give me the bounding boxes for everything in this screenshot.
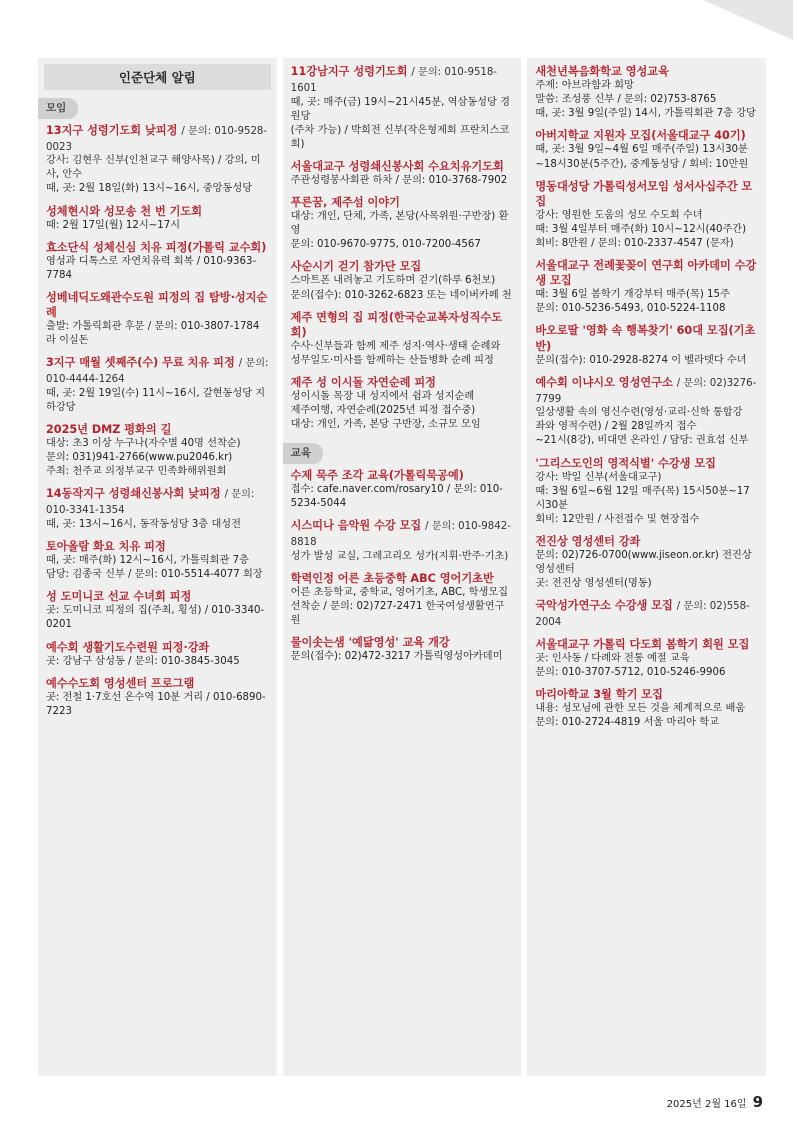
notice-line: 곳: 전진상 영성센터(명동) <box>535 578 652 590</box>
notice-entry <box>38 422 277 479</box>
notice-line: 영성과 디톡스로 자연치유력 회복 / 010-9363-7784 <box>46 255 257 281</box>
notice-line: 일상생활 속의 영신수련(영성·교리·신학 통합강 <box>535 407 743 419</box>
notice-entry <box>527 323 766 367</box>
notice-entry <box>283 518 522 564</box>
notice-title-text: 효소단식 성체신심 치유 피정(가톨릭 교수회) <box>46 240 267 254</box>
notice-title <box>291 375 514 390</box>
notice-title-text: 새천년복음화학교 영성교육 <box>535 65 669 78</box>
notice-title <box>535 64 758 79</box>
notice-title <box>46 589 269 604</box>
notice-entry <box>38 486 277 532</box>
notice-title <box>46 123 269 155</box>
notice-line: 성이시돌 목장 내 성지에서 쉼과 성지순례 <box>290 391 475 403</box>
notice-title <box>46 640 269 655</box>
notice-entry <box>527 258 766 316</box>
notice-entry <box>38 676 277 719</box>
notice-entry <box>283 159 522 188</box>
column-2-education-entries <box>283 468 522 664</box>
notice-title-text: 예수회 이냐시오 영성연구소 <box>535 375 673 389</box>
notice-entry <box>527 687 766 730</box>
notice-contact: / 문의: 010-9842-8818 <box>290 521 511 548</box>
notice-title-text: 바오로딸 '영화 속 행복찾기' 60대 모집(기초반) <box>535 324 756 353</box>
column-3-entries <box>527 64 766 730</box>
notice-title <box>535 598 758 630</box>
notice-line: 출발: 가톨릭회관 후문 / 문의: 010-3807-1784 라 이실돈 <box>46 321 260 347</box>
notice-line: 문의: 02)726-0700(www.jiseon.or.kr) 전진상영성센터 <box>535 550 752 576</box>
notice-entry <box>527 64 766 121</box>
notice-line: 문의: 010-9670-9775, 010-7200-4567 <box>290 239 481 251</box>
notice-contact: / 문의: 02)3276-7799 <box>535 377 757 405</box>
notice-line: 곳: 도미니코 피정의 집(주최, 횡성) / 010-3340-0201 <box>46 605 265 631</box>
notice-line: 주제: 아브라함과 희망 <box>535 80 634 92</box>
notice-title-text: 서울대교구 전례꽃꽂이 연구회 아카데미 수강생 모집 <box>535 259 757 288</box>
notice-entry <box>38 240 277 283</box>
notice-line: 때, 곳: 매주(화) 12시~16시, 가톨릭회관 7층 <box>46 555 249 567</box>
notice-title <box>46 422 269 437</box>
notice-title <box>535 128 758 143</box>
notice-entry <box>283 259 522 302</box>
notice-title-text: 사순시기 걷기 참가단 모집 <box>290 260 422 274</box>
notice-line: 대상: 개인, 단체, 가족, 본당(사목위원·구반장) 환영 <box>290 211 509 237</box>
notice-line: 수사·신부들과 함께 제주 성지·역사·생태 순례와 <box>290 340 501 352</box>
notice-title <box>535 534 758 549</box>
notice-entry <box>283 310 522 368</box>
notice-line: 대상: 개인, 가족, 본당 구반장, 소규모 모임 <box>290 419 481 431</box>
notice-line: 때: 3월 6일~6월 12일 매주(목) 15시50분~17시30분 <box>535 485 750 511</box>
notice-title-text: 학력인정 어른 초등중학 ABC 영어기초반 <box>290 571 494 585</box>
notice-line: ~21시(8강), 비대면 온라인 / 담당: 권효섭 신부 <box>535 435 749 447</box>
notice-line: 회비: 12만원 / 사전접수 및 현장접수 <box>535 513 700 525</box>
notice-line: 문의(접수): 010-3262-6823 또는 네이버카페 천 <box>290 289 512 301</box>
notice-title-text: 예수회 생활기도수련원 피정·강좌 <box>46 640 210 654</box>
notice-title <box>535 258 758 288</box>
notice-entry <box>283 635 522 664</box>
notice-entry <box>527 375 766 449</box>
page-number: 9 <box>752 1093 763 1111</box>
notice-title-text: '그리스도인의 영적식별' 수강생 모집 <box>535 456 716 470</box>
notice-title-text: 물이솟는샘 '예닮영성' 교육 개강 <box>290 636 450 650</box>
notice-title-text: 전진상 영성센터 강좌 <box>535 534 641 548</box>
notice-entry <box>38 123 277 197</box>
notice-title <box>291 468 514 483</box>
notice-entry <box>283 571 522 628</box>
notice-title-text: 서울대교구 성령쇄신봉사회 수요치유기도회 <box>290 159 504 173</box>
notice-entry <box>38 355 277 415</box>
notice-title-text: 푸른꿈, 제주섬 이야기 <box>290 196 400 210</box>
issue-date: 2025년 2월 16일 <box>666 1099 747 1110</box>
bulletin-page <box>38 58 766 1076</box>
notice-line: 회비: 8만원 / 문의: 010-2337-4547 (문자) <box>535 237 734 249</box>
notice-line: 접수: cafe.naver.com/rosary10 / 문의: 010-5234-5044 <box>290 483 503 510</box>
notice-title <box>46 486 269 518</box>
notice-title-text: 제주 면형의 집 피정(한국순교복자성직수도회) <box>290 310 502 339</box>
notice-line: 곳: 인사동 / 다례와 전통 예절 교육 <box>535 652 690 664</box>
notice-title <box>535 687 758 702</box>
notice-entry <box>38 290 277 348</box>
notice-entry <box>527 637 766 680</box>
notice-title-text: 성 도미니코 선교 수녀회 피정 <box>46 590 192 604</box>
notice-title-text: 3지구 매월 셋째주(수) 무료 치유 피정 <box>46 356 235 370</box>
column-2-entries <box>283 64 522 432</box>
notice-line: 제주여행, 자연순례(2025년 피정 접수중) <box>290 405 476 417</box>
column-3 <box>527 58 766 1076</box>
notice-entry <box>527 534 766 591</box>
notice-title-text: 수제 묵주 조각 교육(가톨릭묵공예) <box>290 468 464 482</box>
notice-line: 문의: 031)941-2766(www.pu2046.kr) <box>46 452 233 464</box>
notice-line: 때, 곳: 2월 18일(화) 13시~16시, 중앙동성당 <box>46 183 253 195</box>
notice-title-text: 11강남지구 성령기도회 <box>290 65 408 78</box>
notice-entry <box>283 468 522 511</box>
notice-entry <box>527 128 766 171</box>
notice-line: 스마트폰 내려놓고 기도하며 걷기(하루 6천보) <box>290 275 496 287</box>
notice-title <box>291 518 514 550</box>
notice-line: 강사: 박일 신부(서울대교구) <box>535 471 662 483</box>
notice-line: 때: 2월 17일(월) 12시~17시 <box>46 219 181 231</box>
notice-title <box>291 259 514 274</box>
page-footer <box>667 1092 763 1113</box>
notice-line: 좌와 영적수련) / 2월 28일까지 접수 <box>535 421 697 433</box>
notice-contact: / 문의: 010-4444-1264 <box>46 358 269 386</box>
section-tab-meeting: 모임 <box>38 98 78 118</box>
notice-title-text: 토아올람 화요 치유 피정 <box>46 539 166 553</box>
notice-title-text: 명동대성당 가톨릭성서모임 성서사십주간 모집 <box>535 179 753 208</box>
notice-contact: / 문의: 010-9528-0023 <box>46 125 268 153</box>
notice-title <box>291 195 514 210</box>
notice-entry <box>283 64 522 152</box>
notice-title <box>535 375 758 407</box>
notice-title <box>535 179 758 209</box>
notice-line: 때: 3월 4일부터 매주(화) 10시~12시(40주간) <box>535 223 747 235</box>
notice-title-text: 시스띠나 음악원 수강 모집 <box>290 519 422 533</box>
notice-line: 문의: 010-5236-5493, 010-5224-1108 <box>535 303 726 315</box>
notice-title-text: 국악성가연구소 수강생 모집 <box>535 599 673 613</box>
notice-title <box>535 456 758 471</box>
notice-title <box>46 240 269 255</box>
notice-line: 주최: 천주교 의정부교구 민족화해위원회 <box>46 466 227 478</box>
notice-line: 문의(접수): 010-2928-8274 이 벨라뎃다 수녀 <box>535 354 747 366</box>
notice-line: 곳: 전철 1·7호선 온수역 10분 거리 / 010-6890-7223 <box>46 691 266 717</box>
notice-line: 때, 곳: 3월 9일~4월 6일 매주(주일) 13시30분 <box>535 144 748 156</box>
notice-entry <box>527 179 766 251</box>
notice-title <box>291 571 514 586</box>
notice-title-text: 2025년 DMZ 평화의 길 <box>46 423 172 437</box>
notice-contact: / 문의: 010-9518-1601 <box>290 67 498 94</box>
notice-title <box>535 323 758 353</box>
section-tab-education: 교육 <box>283 443 323 463</box>
notice-line: 문의: 010-3707-5712, 010-5246-9906 <box>535 666 726 678</box>
notice-entry <box>283 195 522 252</box>
notice-line: 때, 곳: 2월 19일(수) 11시~16시, 갈현동성당 지하강당 <box>46 387 266 413</box>
page-corner-decoration <box>703 0 793 40</box>
notice-title <box>46 676 269 691</box>
notice-line: 때, 곳: 3월 9일(주일) 14시, 가톨릭회관 7층 강당 <box>535 108 756 120</box>
notice-title <box>46 539 269 554</box>
notice-line: 내용: 성모님에 관한 모든 것을 체계적으로 배움 <box>535 703 746 715</box>
notice-title-text: 아버지학교 지원자 모집(서울대교구 40기) <box>535 129 746 143</box>
notice-entry <box>38 589 277 632</box>
notice-entry <box>527 456 766 527</box>
notice-line: 주관성령봉사회관 하차 / 문의: 010-3768-7902 <box>290 174 508 186</box>
notice-title-text: 성베네딕도왜관수도원 피정의 집 탐방·성지순례 <box>46 290 268 320</box>
notice-line: 대상: 초3 이상 누구나(자수별 40명 선착순) <box>46 438 241 450</box>
notice-title <box>291 64 514 96</box>
notice-line: ~18시30분(5주간), 중계동성당 / 회비: 10만원 <box>535 158 749 170</box>
notice-title <box>535 637 758 652</box>
notice-title-text: 제주 성 이시돌 자연순례 피정 <box>290 376 436 390</box>
column-2 <box>283 58 522 1076</box>
notice-line: 곳: 강남구 삼성동 / 문의: 010-3845-3045 <box>46 655 240 667</box>
notice-line: 문의: 010-2724-4819 서울 마리아 학교 <box>535 717 719 729</box>
notice-entry <box>38 204 277 233</box>
notice-title-text: 14동작지구 성령쇄신봉사회 낮피정 <box>46 487 221 501</box>
notice-title-text: 예수수도회 영성센터 프로그램 <box>46 676 195 690</box>
notice-title <box>46 355 269 387</box>
page-title: 인준단체 알림 <box>44 64 271 90</box>
column-1-entries <box>38 123 277 719</box>
notice-title-text: 마리아학교 3월 학기 모집 <box>535 688 663 702</box>
notice-entry <box>38 640 277 669</box>
notice-title <box>46 204 269 219</box>
notice-line: 담당: 김종국 신부 / 문의: 010-5514-4077 회장 <box>46 569 263 581</box>
notice-entry <box>38 539 277 582</box>
notice-contact: / 문의: 010-3341-1354 <box>46 489 255 517</box>
notice-line: (주차 가능) / 박희전 신부(작은형제회 프란치스코회) <box>290 124 510 150</box>
notice-title-text: 13지구 성령기도회 낮피정 <box>46 123 178 137</box>
notice-line: 말씀: 조성풍 신부 / 문의: 02)753-8765 <box>535 94 717 106</box>
notice-line: 어른 초등학교, 중학교, 영어기초, ABC, 학생모집 <box>290 586 509 598</box>
notice-line: 성무일도·미사를 함께하는 산들병화 순례 피정 <box>290 354 494 366</box>
notice-line: 때, 곳: 매주(금) 19시~21시45분, 역삼동성당 경원당 <box>290 96 510 122</box>
notice-entry <box>283 375 522 432</box>
notice-title <box>291 310 514 340</box>
notice-title <box>291 159 514 174</box>
notice-line: 성가 발성 교실, 그레고리오 성가(지휘·반주·기초) <box>290 550 509 562</box>
notice-contact: / 문의: 02)558-2004 <box>535 601 750 629</box>
notice-line: 때: 3월 6일 봄학기 개강부터 매주(목) 15주 <box>535 289 730 301</box>
notice-title-text: 서울대교구 가톨릭 다도회 봄학기 회원 모집 <box>535 637 750 651</box>
notice-line: 강사: 김현우 신부(인천교구 해양사목) / 강의, 미사, 안수 <box>46 155 261 181</box>
notice-title-text: 성체현시와 성모송 천 번 기도회 <box>46 204 203 218</box>
notice-entry <box>527 598 766 630</box>
notice-line: 선착순 / 문의: 02)727-2471 한국여성생활연구원 <box>290 600 505 626</box>
notice-title <box>46 290 269 320</box>
notice-title <box>291 635 514 650</box>
column-1 <box>38 58 277 1076</box>
notice-line: 때, 곳: 13시~16시, 동작동성당 3층 대성전 <box>46 518 241 530</box>
notice-line: 강사: 영원한 도움의 성모 수도회 수녀 <box>535 209 703 221</box>
notice-line: 문의(접수): 02)472-3217 가톨릭영성아카데미 <box>290 651 503 663</box>
